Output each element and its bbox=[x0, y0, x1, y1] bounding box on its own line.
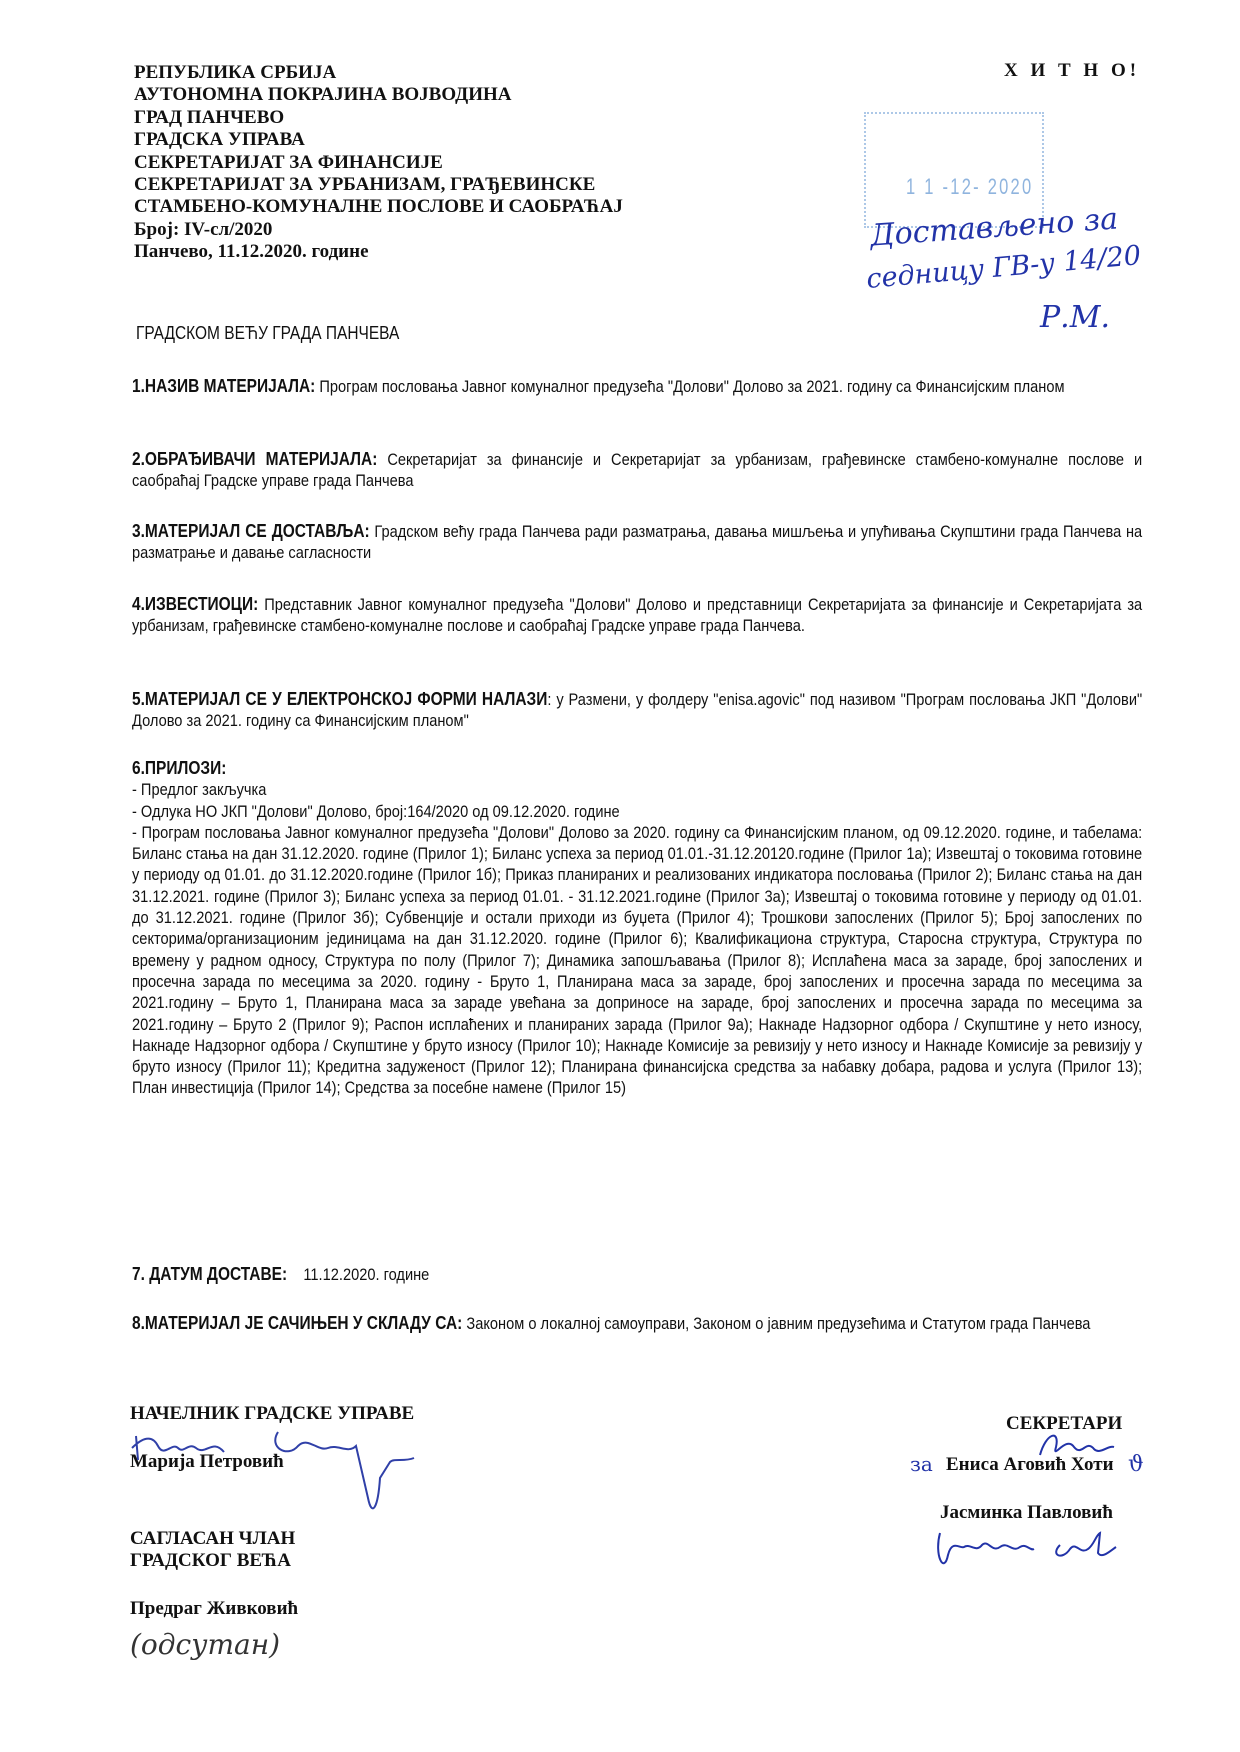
delivery-date-value: 11.12.2020. године bbox=[303, 1265, 430, 1284]
section-electronic-location bbox=[132, 689, 1142, 732]
handwritten-initials: Р.М. bbox=[1040, 300, 1110, 335]
signature-scribble bbox=[128, 1418, 428, 1528]
council-member-name: Предраг Живковић bbox=[130, 1598, 299, 1619]
letterhead-line: АУТОНОМНА ПОКРАЈИНА ВОЈВОДИНА bbox=[134, 84, 512, 106]
document-date: Панчево, 11.12.2020. године bbox=[134, 241, 369, 263]
council-title: САГЛАСАН ЧЛАН bbox=[130, 1528, 296, 1549]
section-label: 3.МАТЕРИЈАЛ СЕ ДОСТАВЉА: bbox=[132, 521, 370, 541]
letterhead-line: ГРАДСКА УПРАВА bbox=[134, 129, 305, 151]
letterhead-line: СТАМБЕНО-КОМУНАЛНЕ ПОСЛОВЕ И САОБРАЋАЈ bbox=[134, 196, 623, 218]
letterhead-line: РЕПУБЛИКА СРБИЈА bbox=[134, 62, 337, 83]
signatory-name: Марија Петровић bbox=[130, 1451, 284, 1472]
section-delivery-date bbox=[132, 1264, 1142, 1285]
secretary-name: Јасминка Павловић bbox=[940, 1502, 1113, 1523]
letterhead bbox=[134, 62, 623, 264]
section-material-name bbox=[132, 376, 1142, 397]
urgent-label: Х И Т Н О! bbox=[1004, 60, 1141, 81]
section-label: 7. ДАТУМ ДОСТАВЕ: bbox=[132, 1264, 288, 1284]
section-text: Представник Јавног комуналног предузећа "Долови" Долово и представници Секретаријата за финансије и Секретаријата за урбанизам, грађевинске стамбено-комуналне послове и саобраћај Градске управе града Панчева. bbox=[132, 595, 1143, 636]
section-label: 1.НАЗИВ МАТЕРИЈАЛА: bbox=[132, 376, 316, 396]
section-rapporteurs bbox=[132, 594, 1142, 637]
letterhead-line: СЕКРЕТАРИЈАТ ЗА УРБАНИЗАМ, ГРАЂЕВИНСКЕ bbox=[134, 174, 596, 196]
handwritten-note-line: седницу ГВ-у 14/20 bbox=[865, 240, 1143, 295]
attachment-item: - Предлог закључка bbox=[132, 780, 267, 800]
council-title: ГРАДСКОГ ВЕЋА bbox=[130, 1550, 291, 1571]
section-text: Градском већу града Панчева ради разматрања, давања мишљења и упућивања Скупштини града Панчева на разматрање и давање сагласности bbox=[132, 522, 1143, 563]
section-label: 4.ИЗВЕСТИОЦИ: bbox=[132, 594, 259, 614]
attachment-item: - Одлука НО ЈКП "Долови" Долово, број:164/2020 од 09.12.2020. године bbox=[132, 801, 620, 821]
section-text: Секретаријат за финансије и Секретаријат за урбанизам, грађевинске стамбено-комуналне послове и саобраћај Градске управе града Панчева bbox=[132, 450, 1143, 491]
letterhead-line: ГРАД ПАНЧЕВО bbox=[134, 106, 285, 128]
initial-mark: ϑ bbox=[1128, 1452, 1144, 1477]
section-prepared-by bbox=[132, 449, 1142, 492]
addressee: ГРАДСКОМ ВЕЋУ ГРАДА ПАНЧЕВА bbox=[136, 323, 400, 343]
section-compliance bbox=[132, 1313, 1142, 1334]
section-text: Програм пословања Јавног комуналног предузећа "Долови" Долово за 2021. годину са Финансијским планом bbox=[319, 377, 1065, 396]
absent-note: (одсутан) bbox=[130, 1628, 281, 1661]
signature-title: НАЧЕЛНИК ГРАДСКЕ УПРАВЕ bbox=[130, 1403, 415, 1424]
section-delivered-to bbox=[132, 521, 1142, 564]
section-label: 5.МАТЕРИЈАЛ СЕ У ЕЛЕКТРОНСКОЈ ФОРМИ НАЛАЗИ bbox=[132, 689, 548, 709]
signature-scribble bbox=[930, 1525, 1140, 1585]
handwritten-note-line: Достављено за bbox=[869, 201, 1120, 254]
section-label: 2.ОБРАЂИВАЧИ МАТЕРИЈАЛА: bbox=[132, 449, 378, 469]
stamp-date: 1 1 -12- 2020 bbox=[906, 174, 1034, 199]
attachment-item: - Програм пословања Јавног комуналног предузећа "Долови" Долово за 2020. годину са Финансијским планом, од 09.12.2020. године, и табелама: Биланс стања на дан 31.12.2020. године (Прилог 1); Биланс успеха за период 01.01.-31.12.20120.године (Прилог 1а); Извештај о токовима готовине у периоду од 01.01. до 31.12.2020.године (Прилог 1б); Приказ планираних и реализованих индикатора пословања (Прилог 2); Биланс стања на дан 31.12.2021. године (Прилог 3); Биланс успеха за период 01.01. - 31.12.2021.године (Прилог 3а); Извештај о токовима готовине у периоду од 01.01. до 31.12.2021. године (Прилог 3б); Субвенције и остали приходи из буџета (Прилог 4); Трошкови запослених (Прилог 5); Број запослених по секторима/организационим јединицама на дан 31.12.2020. године (Прилог 6); Квалификациона структура, Старосна структура, Структура по времену у радном односу, Структура по полу (Прилог 7); Динамика запошљавања (Прилог 8); Исплаћена маса за зараде, број запослених и просечна зарада по месецима за 2020. годину - Бруто 1, Планирана маса за зараде, број запослених и просечна зарада по месецима за 2021.годину – Бруто 1, Планирана маса за зараде увећана за доприносе на зараде, број запослених и просечна зарада по месецима за 2021.годину – Бруто 2 (Прилог 9); Распон исплаћених и планираних зарада (Прилог 9а); Накнаде Надзорног одбора / Скупштине у нето износу, Накнаде Надзорног одбора / Скупштине у бруто износу (Прилог 10); Накнаде Комисије за ревизију у нето износу и Накнаде Комисије за ревизију у бруто износу (Прилог 11); Кредитна задуженост (Прилог 12); Планирана финансијска средства за набавку добара, радова и услуга (Прилог 13); План инвестиција (Прилог 14); Средства за посебне намене (Прилог 15) bbox=[132, 822, 1143, 1098]
document-number: Број: IV-сл/2020 bbox=[134, 218, 273, 240]
section-text: Законом о локалној самоуправи, Законом о јавним предузећима и Статутом града Панчева bbox=[466, 1314, 1091, 1333]
on-behalf-prefix: за bbox=[910, 1452, 933, 1476]
secretaries-title: СЕКРЕТАРИ bbox=[1006, 1413, 1123, 1434]
section-label: 8.МАТЕРИЈАЛ ЈЕ САЧИЊЕН У СКЛАДУ СА: bbox=[132, 1313, 463, 1333]
section-label: 6.ПРИЛОЗИ: bbox=[132, 758, 227, 778]
secretary-name: Ениса Аговић Хоти bbox=[946, 1454, 1114, 1475]
section-attachments bbox=[132, 758, 1142, 1099]
letterhead-line: СЕКРЕТАРИЈАТ ЗА ФИНАНСИЈЕ bbox=[134, 151, 443, 173]
section-text: : у Размени, у фолдеру "enisa.agovic" под називом "Програм пословања ЈКП "Долови" Долово за 2021. годину са Финансијским планом" bbox=[132, 690, 1143, 731]
